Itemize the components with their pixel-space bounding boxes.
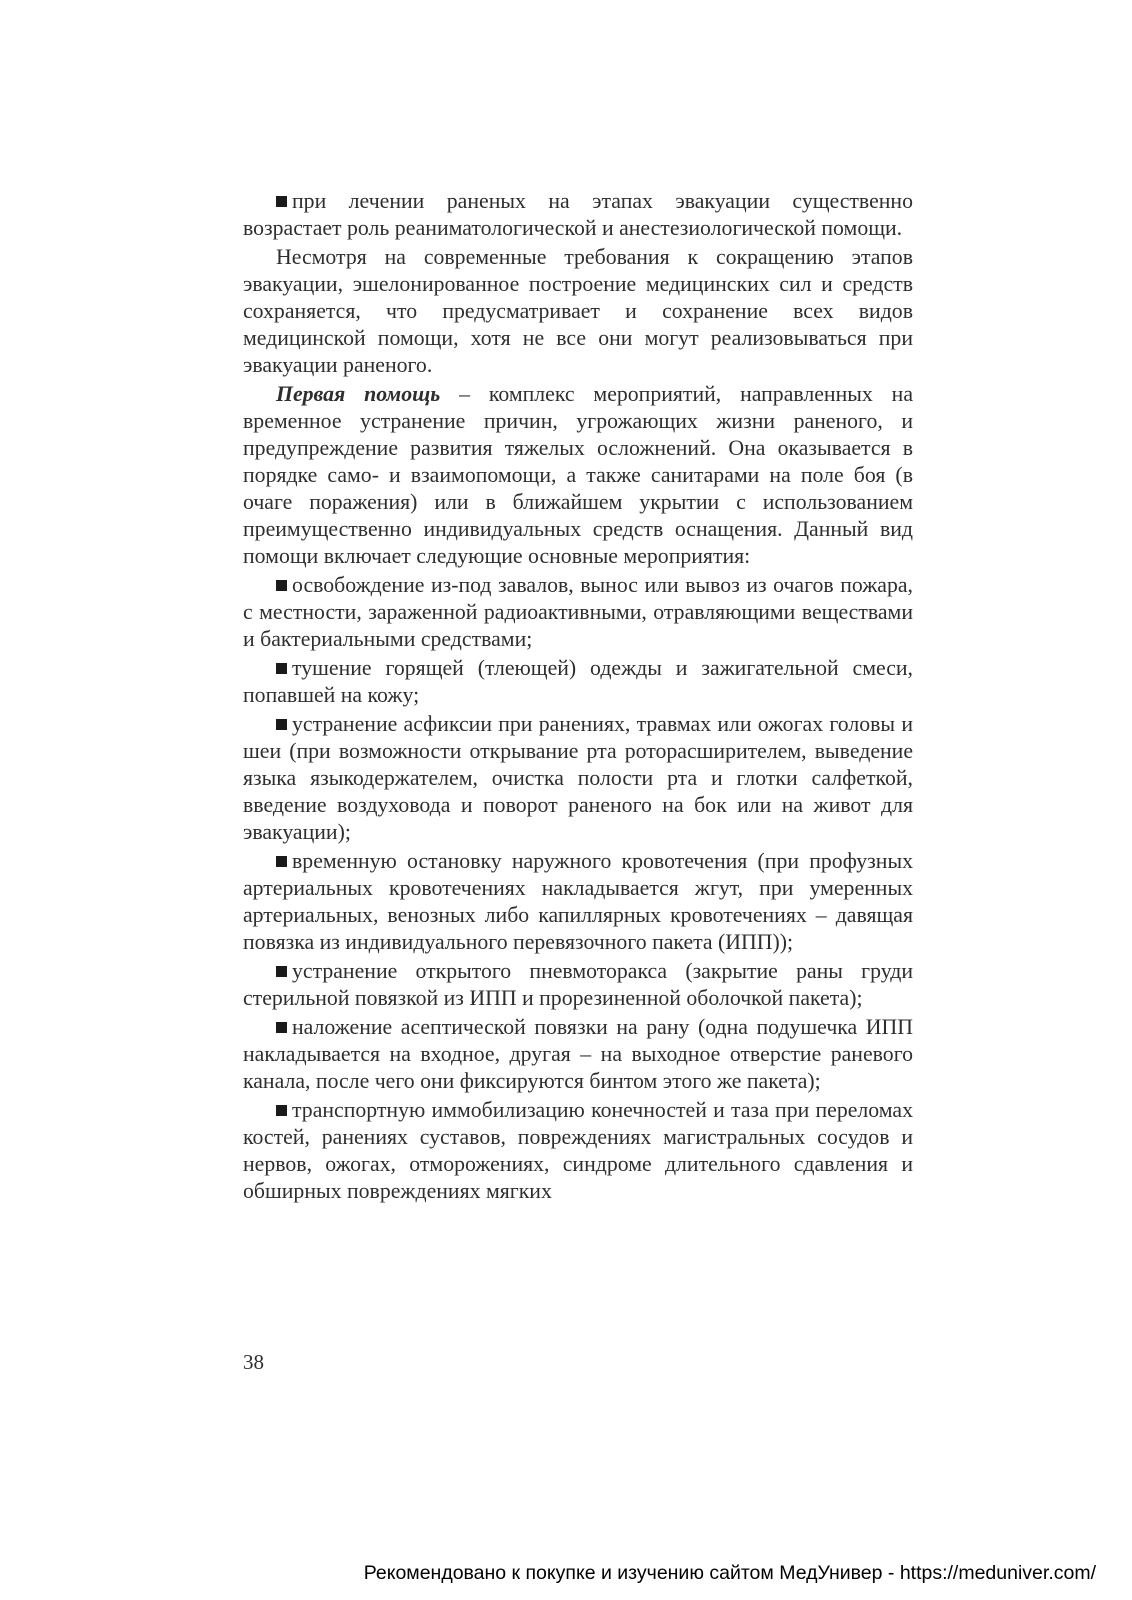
paragraph: Несмотря на современные требования к сокращению этапов эвакуации, эшелонированное построение медицинских сил и средств сохраняется, что предусматривает и сохранение всех видов медицинской помощи, хотя не все они могут реализовываться при эвакуации раненого. — [243, 245, 913, 377]
square-bullet-icon — [276, 966, 287, 977]
square-bullet-icon — [276, 663, 287, 674]
list-item-text: транспортную иммобилизацию конечностей и таза при переломах костей, ранениях суставов, повреждениях магистральных сосудов и нервов, ожогах, отморожениях, синдроме длительного сдавления и обширных повреждениях мягких — [243, 1098, 913, 1203]
page-number: 38 — [243, 1350, 264, 1374]
list-item-text: наложение асептической повязки на рану (одна подушечка ИПП накладывается на входное, другая – на выходное отверстие раневого канала, после чего они фиксируются бинтом этого же пакета); — [243, 1015, 913, 1093]
term-first-aid: Первая помощь — [276, 382, 441, 406]
list-item — [243, 848, 913, 956]
list-item — [243, 1097, 913, 1205]
square-bullet-icon — [276, 856, 287, 867]
list-item-text: временную остановку наружного кровотечения (при профузных артериальных кровотечениях накладывается жгут, при умеренных артериальных, венозных либо капиллярных кровотечениях – давящая повязка из индивидуального перевязочного пакета (ИПП)); — [243, 849, 913, 954]
square-bullet-icon — [276, 1022, 287, 1033]
text-column — [243, 188, 913, 1207]
footer-note: Рекомендовано к покупке и изучению сайтом МедУнивер - https://meduniver.com/ — [363, 1562, 1096, 1584]
list-item-text: устранение асфиксии при ранениях, травмах или ожогах головы и шеи (при возможности открывание рта роторасширителем, выведение языка языкодержателем, очистка полости рта и глотки салфеткой, введение воздуховода и поворот раненого на бок или на живот для эвакуации); — [243, 712, 913, 844]
paragraph-text: при лечении раненых на этапах эвакуации существенно возрастает роль реаниматологической и анестезиологической помощи. — [243, 189, 913, 240]
list-item-text: устранение открытого пневмоторакса (закрытие раны груди стерильной повязкой из ИПП и прорезиненной оболочкой пакета); — [243, 959, 913, 1010]
list-item — [243, 188, 913, 242]
paragraph-first-aid — [243, 381, 913, 570]
square-bullet-icon — [276, 719, 287, 730]
list-item — [243, 711, 913, 846]
square-bullet-icon — [276, 196, 287, 207]
paragraph-text: – комплекс мероприятий, направленных на временное устранение причин, угрожающих жизни раненого, и предупреждение развития тяжелых осложнений. Она оказывается в порядке само- и взаимопомощи, а также санитарами на поле боя (в очаге поражения) или в ближайшем укрытии с использованием преимущественно индивидуальных средств оснащения. Данный вид помощи включает следующие основные мероприятия: — [243, 382, 913, 568]
list-item — [243, 655, 913, 709]
square-bullet-icon — [276, 1105, 287, 1116]
list-item — [243, 958, 913, 1012]
list-item-text: освобождение из-под завалов, вынос или вывоз из очагов пожара, с местности, зараженной радиоактивными, отравляющими веществами и бактериальными средствами; — [243, 573, 913, 651]
list-item — [243, 572, 913, 653]
list-item-text: тушение горящей (тлеющей) одежды и зажигательной смеси, попавшей на кожу; — [243, 656, 913, 707]
list-item — [243, 1014, 913, 1095]
square-bullet-icon — [276, 580, 287, 591]
